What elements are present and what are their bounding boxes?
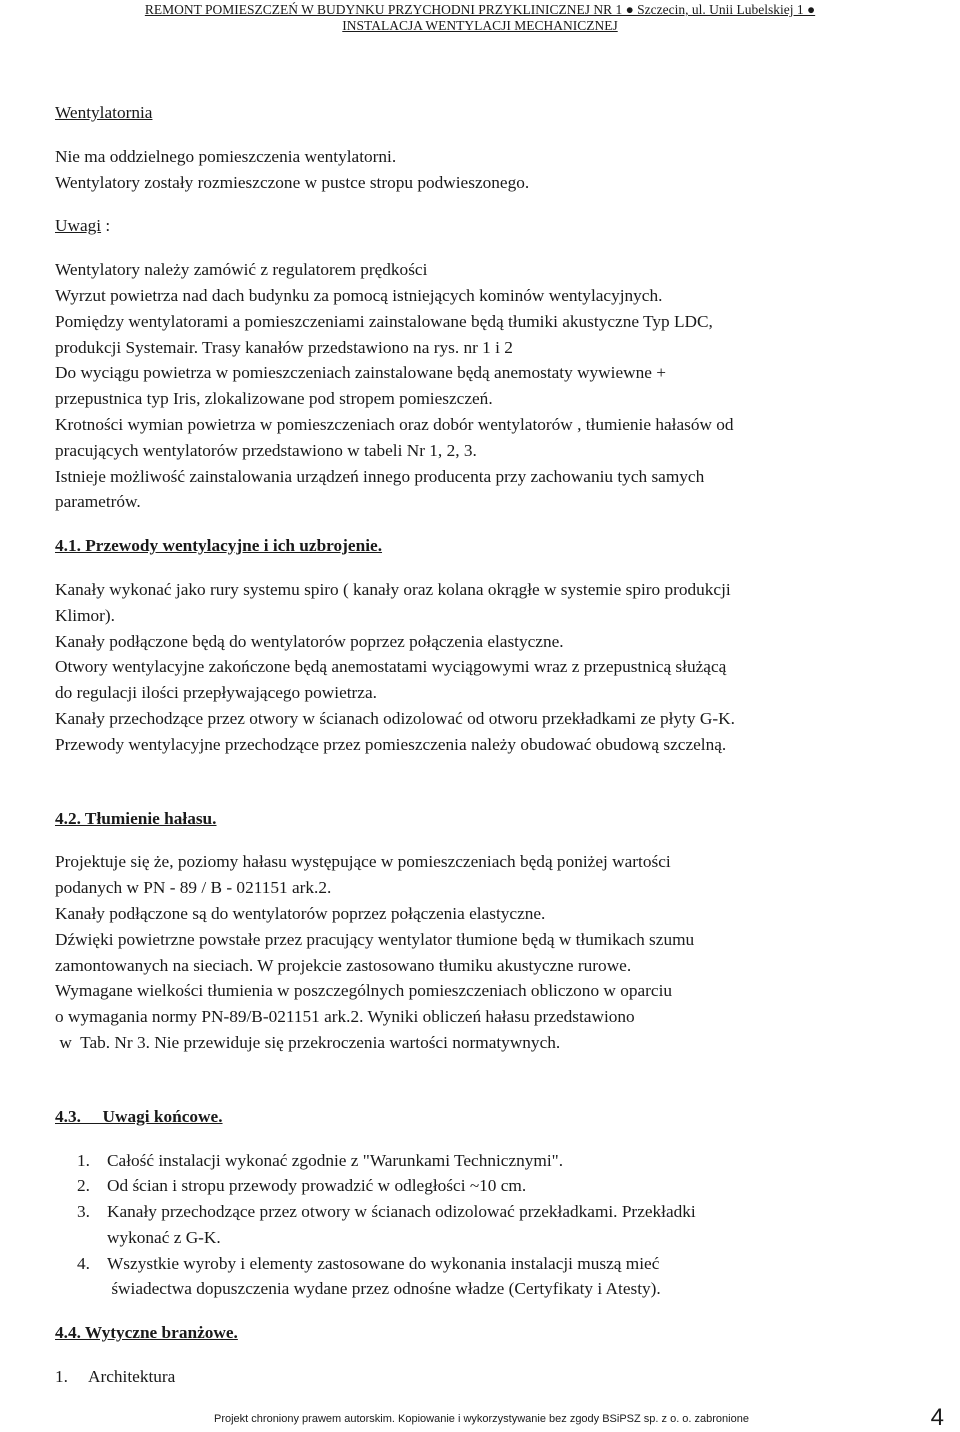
list-item: [55, 1148, 935, 1174]
spacer: [55, 239, 935, 257]
paragraph-line: Wentylatory zostały rozmieszczone w pustce stropu podwieszonego.: [55, 172, 530, 192]
list-item: [55, 1199, 935, 1251]
paragraph-line: produkcji Systemair. Trasy kanałów przedstawiono na rys. nr 1 i 2: [55, 337, 513, 357]
branch-guidelines-list: [55, 1364, 935, 1390]
list-item-line: Całość instalacji wykonać zgodnie z "Warunkami Technicznymi".: [107, 1150, 564, 1170]
paragraph-line: w Tab. Nr 3. Nie przewiduje się przekroczenia wartości normatywnych.: [55, 1032, 561, 1052]
spacer: [55, 758, 935, 806]
list-item: [55, 1364, 935, 1390]
section-title-4-4: 4.4. Wytyczne branżowe.: [55, 1323, 238, 1343]
paragraph-line: Kanały podłączone będą do wentylatorów poprzez połączenia elastyczne.: [55, 631, 564, 651]
list-item-number: 3.: [77, 1202, 90, 1222]
spacer: [55, 1056, 935, 1104]
paragraph-line: Kanały przechodzące przez otwory w ścianach odizolować od otworu przekładkami ze płyty G-K.: [55, 708, 735, 728]
list-item-text: [107, 1173, 935, 1199]
section-title-4-1: 4.1. Przewody wentylacyjne i ich uzbrojenie.: [55, 536, 383, 556]
spacer: [55, 1130, 935, 1148]
paragraph-line: Do wyciągu powietrza w pomieszczeniach zainstalowane będą anemostaty wywiewne +: [55, 363, 666, 383]
section-title-wentylatornia: Wentylatornia: [55, 103, 153, 122]
spacer: [55, 1346, 935, 1364]
spacer: [55, 559, 935, 577]
paragraph-line: Pomiędzy wentylatorami a pomieszczeniami zainstalowane będą tłumiki akustyczne Typ LDC,: [55, 311, 713, 331]
list-item-line: świadectwa dopuszczenia wydane przez odnośne władze (Certyfikaty i Atesty).: [107, 1279, 661, 1299]
list-item-line: Wszystkie wyroby i elementy zastosowane do wykonania instalacji muszą mieć: [107, 1253, 660, 1273]
list-item-number: 1.: [77, 1150, 90, 1170]
document-header: [0, 2, 960, 34]
section-title-4-3: 4.3. Uwagi końcowe.: [55, 1106, 223, 1126]
list-item-number: 4.: [77, 1253, 90, 1273]
list-item-line: wykonać z G-K.: [107, 1227, 221, 1247]
paragraph-line: zamontowanych na sieciach. W projekcie zastosowano tłumiku akustyczne rurowe.: [55, 955, 632, 975]
document-body: [55, 100, 935, 1390]
list-item-number: 1.: [55, 1367, 68, 1387]
paragraph-line: Klimor).: [55, 605, 115, 625]
paragraph-line: parametrów.: [55, 492, 141, 512]
header-project-line: REMONT POMIESZCZEŃ W BUDYNKU PRZYCHODNI PRZYKLINICZNEJ NR 1 ● Szczecin, ul. Unii Lubelskiej 1 ●: [144, 2, 816, 17]
section-title-4-2: 4.2. Tłumienie hałasu.: [55, 808, 217, 828]
paragraph-line: Wymagane wielkości tłumienia w poszczególnych pomieszczeniach obliczono w oparciu: [55, 981, 673, 1001]
paragraph-line: Krotności wymian powietrza w pomieszczeniach oraz dobór wentylatorów , tłumienie hałasów od: [55, 414, 734, 434]
list-item-text: [107, 1199, 935, 1251]
section-title-uwagi: Uwagi: [55, 216, 102, 236]
paragraph-line: o wymagania normy PN-89/B-021151 ark.2. Wyniki obliczeń hałasu przedstawiono: [55, 1007, 635, 1027]
list-item-number: 2.: [77, 1176, 90, 1196]
list-item-line: Od ścian i stropu przewody prowadzić w odległości ~10 cm.: [107, 1176, 527, 1196]
paragraph-line: Przewody wentylacyjne przechodzące przez pomieszczenia należy obudować obudową szczelną.: [55, 734, 727, 754]
spacer: [55, 1302, 935, 1320]
spacer: [55, 515, 935, 533]
paragraph-line: przepustnica typ Iris, zlokalizowane pod stropem pomieszczeń.: [55, 389, 493, 409]
list-item: [55, 1173, 935, 1199]
page-number: 4: [930, 1404, 944, 1431]
footer-copyright: Projekt chroniony prawem autorskim. Kopiowanie i wykorzystywanie bez zgody BSiPSZ sp. z o. o. zabronione: [214, 1413, 749, 1425]
final-remarks-list: [55, 1148, 935, 1303]
paragraph-line: Nie ma oddzielnego pomieszczenia wentylatorni.: [55, 146, 397, 166]
paragraph-line: Kanały wykonać jako rury systemu spiro ( kanały oraz kolana okrągłe w systemie spiro produkcji: [55, 579, 731, 599]
list-item-text: Architektura: [88, 1367, 176, 1387]
paragraph-line: Projektuje się że, poziomy hałasu występujące w pomieszczeniach będą poniżej wartości: [55, 852, 671, 872]
list-item-text: [107, 1251, 935, 1303]
paragraph-line: Wentylatory należy zamówić z regulatorem prędkości: [55, 260, 428, 280]
list-item-text: [107, 1148, 935, 1174]
list-item-line: Kanały przechodzące przez otwory w ścianach odizolować przekładkami. Przekładki: [107, 1202, 696, 1222]
paragraph-line: Otwory wentylacyjne zakończone będą anemostatami wyciągowymi wraz z przepustnicą służącą: [55, 657, 727, 677]
paragraph-line: podanych w PN - 89 / B - 021151 ark.2.: [55, 878, 332, 898]
paragraph-line: pracujących wentylatorów przedstawiono w tabeli Nr 1, 2, 3.: [55, 440, 477, 460]
paragraph-line: do regulacji ilości przepływającego powietrza.: [55, 683, 377, 703]
uwagi-heading: [55, 213, 935, 239]
uwagi-colon: :: [101, 216, 111, 236]
spacer: [55, 831, 935, 849]
paragraph-line: Kanały podłączone są do wentylatorów poprzez połączenia elastyczne.: [55, 903, 546, 923]
header-section-line: INSTALACJA WENTYLACJI MECHANICZNEJ: [342, 18, 618, 33]
paragraph-line: Istnieje możliwość zainstalowania urządzeń innego producenta przy zachowaniu tych samych: [55, 466, 705, 486]
list-item: [55, 1251, 935, 1303]
spacer: [55, 195, 935, 213]
paragraph-line: Dźwięki powietrzne powstałe przez pracujący wentylator tłumione będą w tłumikach szumu: [55, 929, 695, 949]
spacer: [55, 126, 935, 144]
paragraph-line: Wyrzut powietrza nad dach budynku za pomocą istniejących kominów wentylacyjnych.: [55, 285, 663, 305]
